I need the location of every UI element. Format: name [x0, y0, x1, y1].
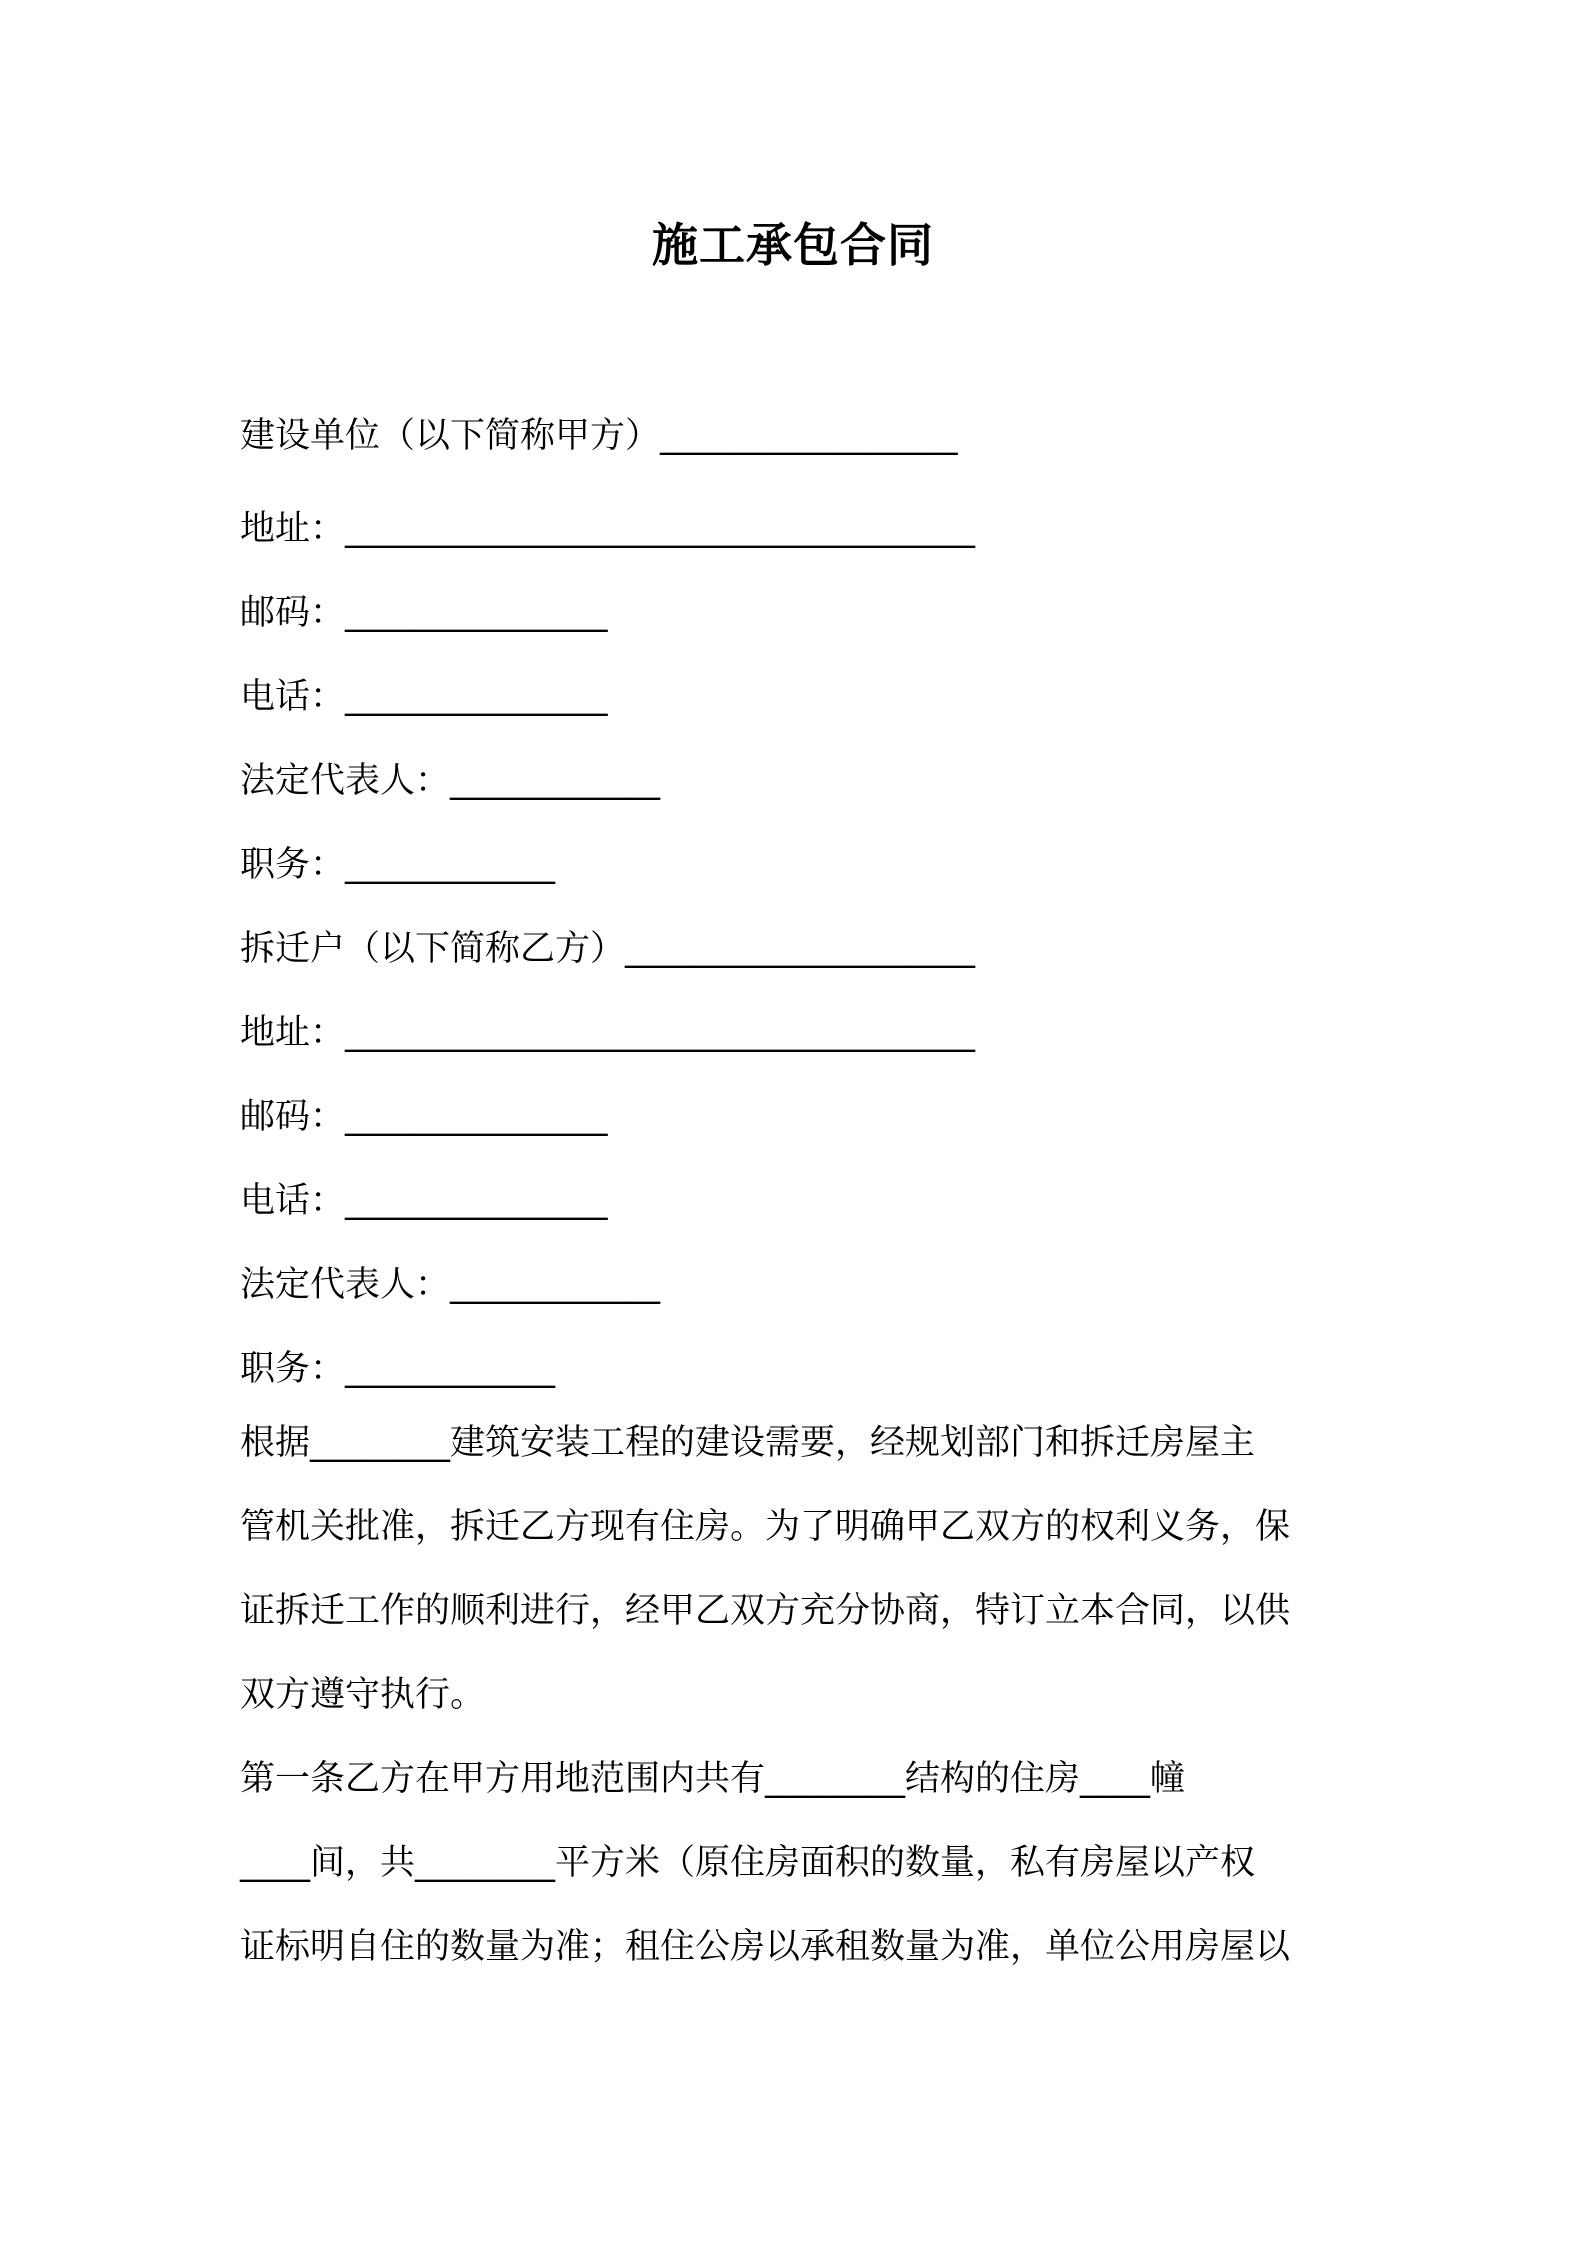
article-line: 第一条乙方在甲方用地范围内共有________结构的住房____幢: [240, 1759, 1186, 1799]
party-a-position: 职务：____________: [240, 845, 556, 885]
preamble-line: 双方遵守执行。: [240, 1675, 486, 1715]
article-1-paragraph: [240, 1737, 1360, 1989]
party-b-address: 地址：____________________________________: [240, 1013, 976, 1053]
party-b-postcode: 邮码：_______________: [240, 1097, 608, 1137]
party-a-legal-rep: 法定代表人：____________: [240, 761, 661, 801]
party-a-phone: 电话：_______________: [240, 677, 608, 717]
preamble-line: 管机关批准，拆迁乙方现有住房。为了明确甲乙双方的权利义务，保: [240, 1507, 1291, 1547]
article-line: ____间，共________平方米（原住房面积的数量，私有房屋以产权: [240, 1843, 1256, 1883]
party-b-header: 拆迁户（以下简称乙方）____________________: [240, 929, 976, 969]
party-a-header: 建设单位（以下简称甲方）_________________: [240, 416, 958, 456]
party-b-phone: 电话：_______________: [240, 1181, 608, 1221]
preamble-line: 证拆迁工作的顺利进行，经甲乙双方充分协商，特订立本合同，以供: [240, 1591, 1291, 1631]
party-a-address: 地址：____________________________________: [240, 509, 976, 549]
party-a-postcode: 邮码：_______________: [240, 593, 608, 633]
article-line: 证标明自住的数量为准；租住公房以承租数量为准，单位公用房屋以: [240, 1927, 1291, 1967]
party-b-position: 职务：____________: [240, 1349, 556, 1389]
preamble-paragraph: [240, 1401, 1360, 1737]
party-b-legal-rep: 法定代表人：____________: [240, 1265, 661, 1305]
document-title: 施工承包合同: [652, 218, 934, 272]
preamble-line: 根据________建筑安装工程的建设需要，经规划部门和拆迁房屋主: [240, 1423, 1256, 1463]
